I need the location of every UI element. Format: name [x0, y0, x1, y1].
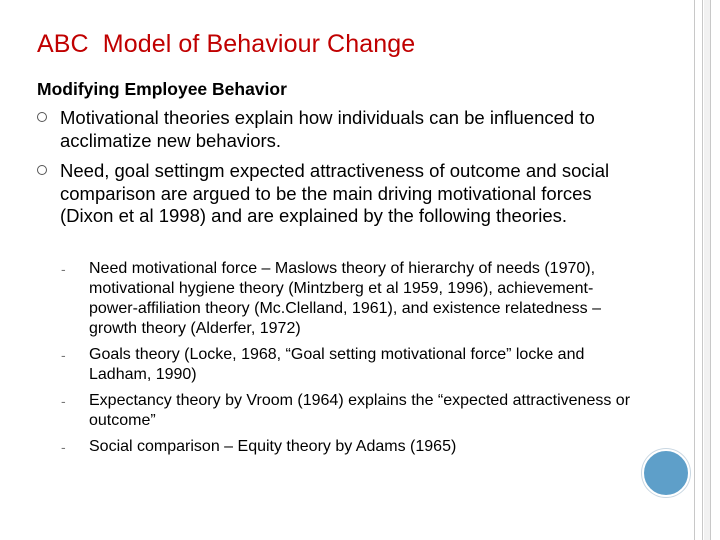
slide-subtitle: Modifying Employee Behavior	[37, 79, 287, 99]
decorative-circle-icon	[642, 449, 690, 497]
bullet-text: Motivational theories explain how individuals can be influenced to acclimatize new behaviors.	[60, 107, 595, 151]
sub-bullet-text: Need motivational force – Maslows theory of hierarchy of needs (1970), motivational hygiene theory (Mintzberg et al 1959, 1996), achievement-power-affiliation theory (Mc.Clelland, 1961), and existence relatedness –growth theory (Alderfer, 1972)	[89, 260, 601, 337]
dash-bullet-icon: -	[61, 439, 66, 455]
right-border-line	[710, 0, 711, 540]
right-border-line	[694, 0, 695, 540]
sub-bullet-text: Expectancy theory by Vroom (1964) explains the “expected attractiveness or outcome”	[89, 392, 631, 429]
circle-bullet-icon	[37, 165, 47, 175]
dash-bullet-icon: -	[61, 393, 66, 409]
dash-bullet-icon: -	[61, 347, 66, 363]
circle-bullet-icon	[37, 112, 47, 122]
sub-bullet-text: Social comparison – Equity theory by Adams (1965)	[89, 438, 457, 455]
sub-bullet-text: Goals theory (Locke, 1968, “Goal setting motivational force” locke and Ladham, 1990)	[89, 346, 585, 383]
right-border-line	[702, 0, 703, 540]
slide-title: ABC Model of Behaviour Change	[37, 30, 416, 58]
bullet-text: Need, goal settingm expected attractiveness of outcome and social comparison are argued to be the main driving motivational forces (Dixon et al 1998) and are explained by the following theories.	[60, 160, 610, 226]
dash-bullet-icon: -	[61, 261, 66, 277]
